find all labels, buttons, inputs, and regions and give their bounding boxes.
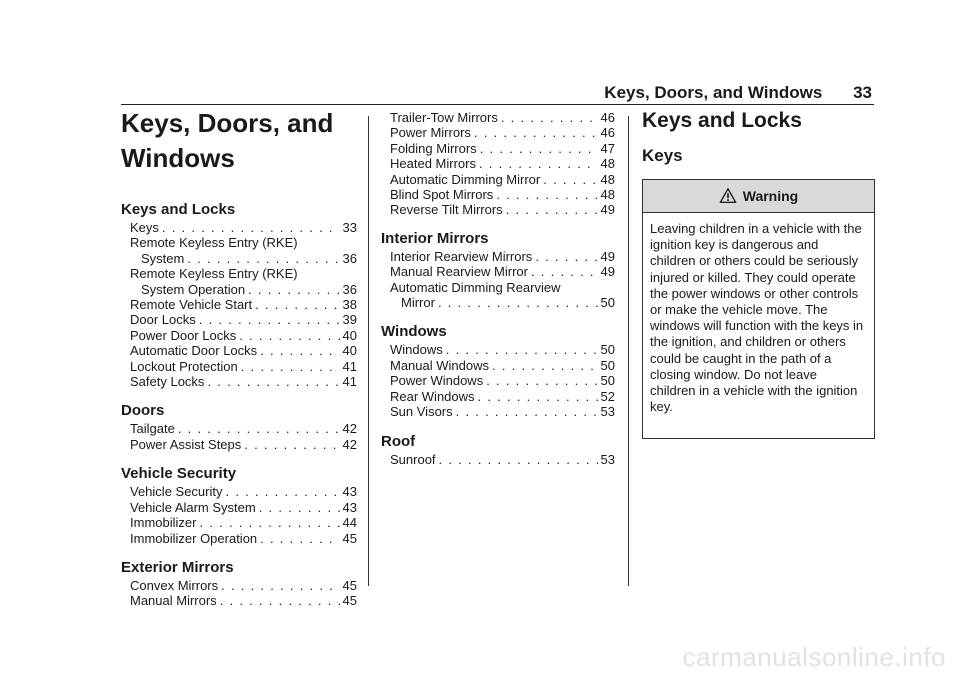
toc-entry[interactable] xyxy=(121,437,357,452)
toc-entry-label: Reverse Tilt Mirrors xyxy=(390,202,503,218)
toc-entry[interactable] xyxy=(121,282,357,297)
toc-entry-label: Mirror xyxy=(401,295,435,311)
dot-leader xyxy=(501,110,598,125)
column-divider-2 xyxy=(628,116,629,586)
warning-text: Leaving children in a vehicle with the ignition key is dangerous and children or others could be seriously injured or killed. They could operate the power windows or other controls or make the vehicle move. The windows will function with the keys in the ignition, and children or others could be caught in the path of a closing window. Do not leave children in a vehicle with the ignition key. xyxy=(650,221,864,415)
toc-entry-page: 48 xyxy=(600,156,615,172)
dot-leader xyxy=(535,249,597,264)
toc-entry-label: Immobilizer Operation xyxy=(130,530,258,546)
toc-entry-page: 43 xyxy=(342,484,357,500)
toc-entry-page: 42 xyxy=(342,421,357,437)
toc-section-heading[interactable]: Exterior Mirrors xyxy=(121,558,234,576)
toc-entry-label: System Operation xyxy=(141,281,246,297)
column-divider-1 xyxy=(368,116,369,586)
toc-column-1 xyxy=(121,107,357,609)
toc-entry-page: 38 xyxy=(342,297,357,313)
dot-leader xyxy=(438,295,598,310)
toc-entry-page: 44 xyxy=(342,515,357,531)
toc-entry-label: Vehicle Security xyxy=(130,484,223,500)
dot-leader xyxy=(506,202,598,217)
warning-box xyxy=(642,179,875,439)
toc-section-heading[interactable]: Vehicle Security xyxy=(121,465,237,483)
toc-entry-label: Trailer-Tow Mirrors xyxy=(390,110,498,125)
toc-entry-page: 33 xyxy=(342,220,357,235)
chapter-title-line-1: Keys, Doors, and xyxy=(121,108,334,138)
page-number: 33 xyxy=(853,83,872,102)
toc-entry-label: Manual Rearview Mirror xyxy=(390,264,528,280)
toc-entry[interactable] xyxy=(381,342,615,357)
toc-entry[interactable] xyxy=(381,125,615,140)
toc-entry-label: Windows xyxy=(390,342,443,358)
toc-entry[interactable] xyxy=(121,484,357,499)
chapter-title xyxy=(121,107,357,175)
dot-leader xyxy=(207,374,339,389)
dot-leader xyxy=(496,187,597,202)
toc-entry-page: 53 xyxy=(600,451,615,467)
toc-entry-label: Heated Mirrors xyxy=(390,156,476,172)
toc-entry[interactable] xyxy=(121,515,357,530)
toc-entry-page: 49 xyxy=(600,264,615,280)
toc-entry-label: Power Assist Steps xyxy=(130,436,242,452)
toc-entry-page: 39 xyxy=(342,312,357,328)
dot-leader xyxy=(239,328,339,343)
toc-entry-label: Automatic Door Locks xyxy=(130,343,258,359)
toc-entry[interactable] xyxy=(381,404,615,419)
toc-section-heading[interactable]: Windows xyxy=(381,323,447,341)
toc-entry-page: 45 xyxy=(342,577,357,593)
dot-leader xyxy=(474,125,598,140)
warning-title: Warning xyxy=(742,188,799,204)
toc-entry-label: Manual Windows xyxy=(390,357,489,373)
dot-leader xyxy=(446,342,598,357)
running-head xyxy=(604,83,872,103)
toc-entry-label: Power Windows xyxy=(390,373,484,389)
toc-entry-page: 41 xyxy=(342,374,357,390)
toc-entry-page: 45 xyxy=(342,593,357,609)
toc-entry-label-line[interactable]: Remote Keyless Entry (RKE) xyxy=(130,235,298,251)
dot-leader xyxy=(480,141,598,156)
toc-entry-page: 46 xyxy=(600,125,615,141)
dot-leader xyxy=(199,515,339,530)
toc-column-2 xyxy=(381,110,615,467)
toc-section-heading[interactable]: Doors xyxy=(121,402,165,420)
dot-leader xyxy=(486,373,597,388)
toc-entry-page: 42 xyxy=(342,436,357,452)
toc-entry[interactable] xyxy=(381,358,615,373)
toc-entry-label: Lockout Protection xyxy=(130,358,238,374)
toc-entry-page: 40 xyxy=(342,343,357,359)
toc-entry-page: 47 xyxy=(600,140,615,156)
dot-leader xyxy=(244,437,339,452)
toc-entry[interactable] xyxy=(381,373,615,388)
toc-entry-page: 50 xyxy=(600,373,615,389)
toc-entry[interactable] xyxy=(381,172,615,187)
toc-section-heading[interactable]: Roof xyxy=(381,432,416,450)
toc-entry-page: 36 xyxy=(342,281,357,297)
dot-leader xyxy=(220,593,340,608)
toc-list xyxy=(381,229,615,467)
toc-entry[interactable] xyxy=(121,312,357,327)
toc-entry[interactable] xyxy=(121,297,357,312)
toc-entry-page: 50 xyxy=(600,295,615,311)
toc-entry-page: 53 xyxy=(600,404,615,420)
toc-entry[interactable] xyxy=(381,452,615,467)
toc-entry-page: 40 xyxy=(342,327,357,343)
toc-entry-page: 52 xyxy=(600,388,615,404)
toc-entry-page: 49 xyxy=(600,248,615,264)
watermark: carmanualsonline.info xyxy=(682,642,946,672)
toc-entry[interactable] xyxy=(121,593,357,608)
toc-entry-label: Keys xyxy=(130,220,159,235)
toc-entry-page: 36 xyxy=(342,250,357,266)
toc-entry[interactable] xyxy=(381,249,615,264)
toc-entry-label: Remote Vehicle Start xyxy=(130,297,253,313)
toc-entry[interactable] xyxy=(381,187,615,202)
toc-entry[interactable] xyxy=(121,220,357,235)
dot-leader xyxy=(439,452,598,467)
toc-entry-label: Convex Mirrors xyxy=(130,577,219,593)
dot-leader xyxy=(255,297,339,312)
toc-entry[interactable] xyxy=(121,328,357,343)
toc-entry-label: Safety Locks xyxy=(130,374,205,390)
toc-entry-label: Door Locks xyxy=(130,312,196,328)
toc-entry-label-line[interactable]: Remote Keyless Entry (RKE) xyxy=(130,266,298,282)
toc-entry-page: 49 xyxy=(600,202,615,218)
toc-entry-label-line[interactable]: Automatic Dimming Rearview xyxy=(390,279,561,295)
toc-entry[interactable] xyxy=(121,531,357,546)
toc-entry[interactable] xyxy=(381,264,615,279)
toc-entry-page: 43 xyxy=(342,499,357,515)
dot-leader xyxy=(241,359,340,374)
dot-leader xyxy=(479,156,598,171)
dot-leader xyxy=(478,389,598,404)
toc-entry-label: Power Mirrors xyxy=(390,125,471,141)
toc-entry-page: 50 xyxy=(600,357,615,373)
toc-entry-label: Blind Spot Mirrors xyxy=(390,187,494,203)
dot-leader xyxy=(492,358,598,373)
toc-continued-list xyxy=(381,110,615,218)
dot-leader xyxy=(162,220,340,235)
dot-leader xyxy=(187,251,339,266)
dot-leader xyxy=(226,484,340,499)
dot-leader xyxy=(456,404,598,419)
toc-entry[interactable] xyxy=(381,202,615,217)
header-rule xyxy=(121,104,874,105)
toc-entry-label: Sunroof xyxy=(390,451,436,467)
dot-leader xyxy=(531,264,598,279)
dot-leader xyxy=(260,531,339,546)
toc-entry-label: Sun Visors xyxy=(390,404,453,420)
toc-entry[interactable] xyxy=(121,374,357,389)
dot-leader xyxy=(543,172,597,187)
toc-section-heading[interactable]: Keys and Locks xyxy=(121,201,236,218)
toc-entry-label: Immobilizer xyxy=(130,515,197,531)
warning-header xyxy=(643,180,874,213)
toc-entry[interactable] xyxy=(121,500,357,515)
toc-entry-label: Automatic Dimming Mirror xyxy=(390,171,541,187)
toc-entry[interactable] xyxy=(381,141,615,156)
toc-entry[interactable] xyxy=(121,359,357,374)
chapter-title-line-2: Windows xyxy=(121,143,235,173)
toc-entry-label: Folding Mirrors xyxy=(390,140,477,156)
toc-list xyxy=(121,200,357,609)
dot-leader xyxy=(260,343,339,358)
toc-entry-page: 48 xyxy=(600,187,615,203)
toc-entry[interactable] xyxy=(381,156,615,171)
toc-entry-page: 41 xyxy=(342,358,357,374)
dot-leader xyxy=(178,421,340,436)
toc-entry-page: 46 xyxy=(600,110,615,125)
toc-entry[interactable] xyxy=(381,110,615,125)
toc-entry-page: 50 xyxy=(600,342,615,358)
toc-entry[interactable] xyxy=(121,251,357,266)
toc-entry-page: 45 xyxy=(342,530,357,546)
running-head-section: Keys, Doors, and Windows xyxy=(604,83,823,102)
toc-entry-label: Rear Windows xyxy=(390,388,475,404)
toc-entry[interactable] xyxy=(381,295,615,310)
toc-entry-label: Power Door Locks xyxy=(130,327,237,343)
subsection-heading: Keys xyxy=(642,146,683,165)
section-heading: Keys and Locks xyxy=(642,109,802,132)
toc-entry[interactable] xyxy=(121,421,357,436)
toc-section-heading[interactable]: Interior Mirrors xyxy=(381,229,489,247)
dot-leader xyxy=(199,312,340,327)
toc-entry-label: System xyxy=(141,250,185,266)
toc-entry-label: Vehicle Alarm System xyxy=(130,499,256,515)
toc-entry[interactable] xyxy=(121,343,357,358)
dot-leader xyxy=(248,282,339,297)
main-content xyxy=(642,109,874,166)
toc-entry-page: 48 xyxy=(600,171,615,187)
toc-entry-label: Manual Mirrors xyxy=(130,593,217,609)
toc-entry-label: Interior Rearview Mirrors xyxy=(390,248,533,264)
warning-triangle-icon xyxy=(719,187,737,205)
toc-entry-label: Tailgate xyxy=(130,421,175,437)
toc-entry[interactable] xyxy=(121,578,357,593)
dot-leader xyxy=(221,578,339,593)
toc-entry[interactable] xyxy=(381,389,615,404)
dot-leader xyxy=(259,500,340,515)
